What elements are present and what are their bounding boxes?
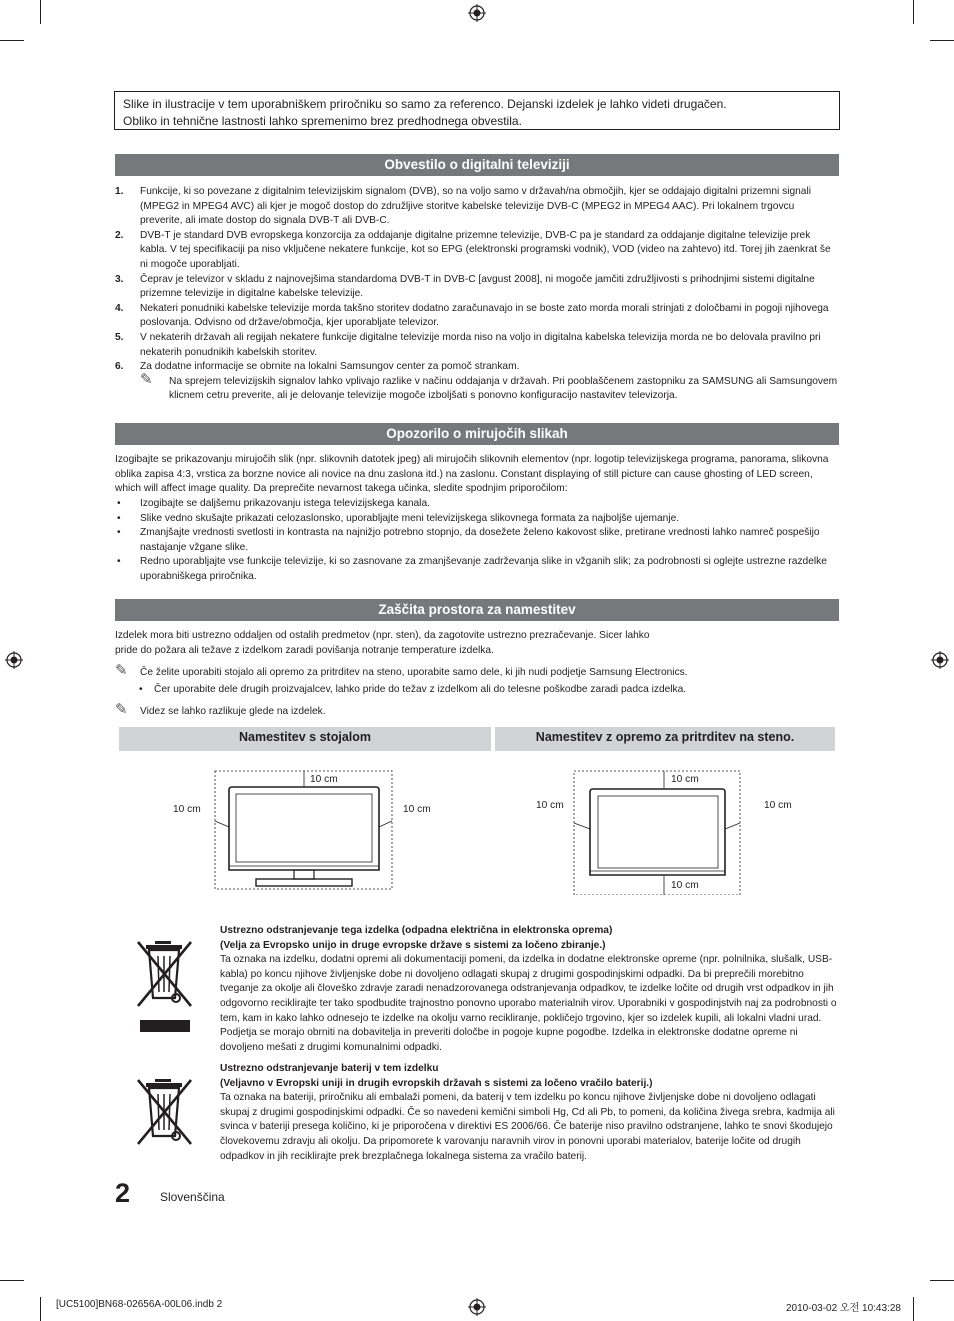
- crop-mark: [0, 40, 24, 41]
- registration-mark-icon: [468, 4, 486, 22]
- crop-mark: [930, 1280, 954, 1281]
- list-item: • Izogibajte se daljšemu prikazovanju istega televizijskega kanala.: [117, 498, 430, 509]
- distance-label-left: 10 cm: [173, 804, 201, 815]
- distance-label-bottom: 10 cm: [671, 880, 699, 891]
- installation-intro: Izdelek mora biti ustrezno oddaljen od ostalih predmetov (npr. sten), da zagotovite ustrezno prezračevanje. Sicer lahko pride do požara ali težave z izdelkom zaradi povišanja notranje temperature izdelka.: [115, 630, 650, 656]
- section-header-installation-space: Zaščita prostora za namestitev: [115, 599, 839, 621]
- crop-mark: [930, 40, 954, 41]
- notice-line: Slike in ilustracije v tem uporabniškem priročniku so samo za referenco. Dejanski izdelek je lahko videti drugačen.: [123, 97, 727, 111]
- memo-note: ✎ Na sprejem televizijskih signalov lahko vplivajo razlike v načinu oddajanja v državah. Pri pooblaščenem zastopniku za SAMSUNG ali Samsungovem klicnem cetru preverite, ali je delovanje televizije mogoče izboljšati s ponovno konfiguracijo nastavitev televizorja.: [140, 370, 838, 402]
- section-header-digital: Obvestilo o digitalni televiziji: [115, 154, 839, 176]
- language-label: Slovenščina: [160, 1190, 225, 1204]
- table-header-wall-mount: Namestitev z opremo za pritrditev na steno.: [495, 727, 835, 751]
- memo-icon: ✎: [115, 701, 128, 718]
- list-item: 1. Funkcije, ki so povezane z digitalnim televizijskim signalom (DVB), so na voljo samo v državah/na območjih, kjer se oddajajo digitalni prizemni signali (MPEG2 in MPEG4 AVC) ali kjer je mogoč dostop do združljive storitve kabelske televizije DVB-C (MPEG2 in MPEG4 AAC). Pri lokalnem trgovcu preverite, ali imate dostop do signala DVB-T ali DVB-C.: [115, 186, 811, 227]
- crop-mark: [913, 1297, 914, 1321]
- distance-label-left: 10 cm: [536, 800, 564, 811]
- file-slug: [UC5100]BN68-02656A-00L06.indb 2: [56, 1299, 223, 1310]
- list-item: • Zmanjšajte vrednosti svetlosti in kontrasta na najnižjo potrebno stopnjo, da dosežete želeno kakovost slike, pretirane vrednosti lahko namreč pospešijo nastajanje vžgane slike.: [117, 527, 820, 553]
- installation-memo-2: ✎ Videz se lahko razlikuje glede na izdelek.: [115, 701, 326, 718]
- distance-label-top: 10 cm: [310, 774, 338, 785]
- notice-box: [114, 91, 840, 130]
- still-image-bullets: [115, 497, 835, 585]
- battery-title: Ustrezno odstranjevanje baterij v tem izdelku: [220, 1063, 439, 1074]
- page-number: 2: [115, 1178, 131, 1208]
- weee-text: Ta oznaka na izdelku, dodatni opremi ali dokumentaciji pomeni, da izdelka in dodatne elektronske opreme (npr. polnilnika, slušalk, USB-kabla) po koncu njihove življenjske dobe ni dovoljeno odlagati skupaj z drugimi gospodinjskimi odpadki. Da bi preprečili morebitno tveganje za okolje ali človeško zdravje zaradi nenadzorovanega odstranjevanja odpadkov, te izdelke ločite od drugih vrst odpadkov in jih odgovorno reciklirajte ter tako spodbudite trajnostno ponovno uporabo materialnih virov. Uporabniki v gospodinjstvih naj za podrobnosti o tem, kam in kako lahko odnesejo te izdelke na okolju varno recikliranje, pokličejo trgovino, kjer so izdelek kupili, ali lokalni vladni urad. Podjetja se morajo obrniti na dobavitelja in preveriti določbe in pogoje kupne pogodbe. Izdelka in elektronske dodatne opreme ni dovoljeno mešati z drugimi komunalnimi odpadki.: [220, 954, 837, 1053]
- notice-line: Obliko in tehnične lastnosti lahko spremenimo brez predhodnega obvestila.: [123, 114, 522, 128]
- list-item: 2. DVB-T je standard DVB evropskega konzorcija za oddajanje digitalne prizemne televizije, DVB-C pa je standard za oddajanje digitalne televizije prek kabla. V tej specifikaciji pa niso vključene nekatere funkcije, kot so EPG (elektronski programski vodnik), VOD (video na zahtevo) itd. Torej jih zaenkrat še ni mogoče uporabljati.: [115, 229, 831, 270]
- crossed-bin-battery-icon: [135, 1076, 195, 1146]
- list-item: 4. Nekateri ponudniki kabelske televizije morda takšno storitev dodatno zaračunavajo in se boste zato morda morali strinjati z določbami in pogoji njihovega poslovanja. Odvisno od države/območja, kjer uporabljate televizor.: [115, 302, 829, 329]
- print-date: 2010-03-02 오전 10:43:28: [786, 1303, 901, 1314]
- distance-label-right: 10 cm: [764, 800, 792, 811]
- crop-mark: [40, 0, 41, 24]
- list-item: • Slike vedno skušajte prikazati celozaslonsko, uporabljajte meni televizijskega slikovnega formata za najboljše ujemanje.: [117, 512, 680, 524]
- distance-label-top: 10 cm: [671, 774, 699, 785]
- battery-block: [220, 1062, 840, 1164]
- crop-mark: [40, 1297, 41, 1321]
- weee-block: [220, 924, 840, 1055]
- registration-mark-icon: [468, 1298, 486, 1316]
- list-item: 5. V nekaterih državah ali regijah nekatere funkcije digitalne televizije morda niso na voljo in digitalna kabelska televizija morda ne bo delovala pravilno pri nekaterih ponudnikih kabelskih storitev.: [115, 331, 821, 358]
- stand-installation-diagram: [170, 765, 440, 895]
- section-header-still-image: Opozorilo o mirujočih slikah: [115, 423, 839, 445]
- memo-icon: ✎: [115, 662, 128, 679]
- wall-mount-installation-diagram: [540, 765, 800, 895]
- digital-list: [115, 185, 839, 404]
- crossed-bin-icon: [135, 938, 195, 1034]
- list-item: 6. Za dodatne informacije se obrnite na lokalni Samsungov center za pomoč strankam.: [115, 361, 520, 373]
- list-item: • Redno uporabljajte vse funkcije televizije, ki so zasnovane za zmanjševanje zadrževanja slike in vžganih slik; za podrobnosti si oglejte ustrezne razdelke uporabniškega priročnika.: [117, 556, 827, 582]
- installation-memo: ✎ Če želite uporabiti stojalo ali opremo za pritrditev na steno, uporabite samo dele, ki jih nudi podjetje Samsung Electronics.: [115, 662, 688, 679]
- battery-subtitle: (Veljavno v Evropski uniji in drugih evropskih državah s sistemi za ločeno vračilo baterij.): [220, 1077, 653, 1089]
- installation-bullet: • Čer uporabite dele drugih proizvajalcev, lahko pride do težav z izdelkom ali do telesne poškodbe zaradi padca izdelka.: [139, 684, 687, 695]
- battery-text: Ta oznaka na bateriji, priročniku ali embalaži pomeni, da baterij v tem izdelku po koncu njihove življenjske dobe ni dovoljeno odlagati skupaj z drugimi gospodinjskimi odpadki. Če so navedeni kemični simboli Hg, Cd ali Pb, to pomeni, da količina živega srebra, kadmija ali svinca v bateriji presega količino, ki je priporočena v direktivi ES 2006/66. Če baterije niso pravilno odstranjene, lahko te snovi škodujejo človekovemu zdravju ali okolju. Da pripomorete k varovanju naravnih virov in ponovni uporabi materialov, baterije ločite od drugih odpadkov in jih reciklirajte prek brezplačnega lokalnega sistema za vračilo baterij.: [220, 1092, 835, 1162]
- crop-mark: [0, 1280, 24, 1281]
- still-image-intro: Izogibajte se prikazovanju mirujočih slik (npr. slikovnih datotek jpeg) ali mirujočih slikovnih elementov (npr. logotip televizijskega programa, panorama, slikovna oblika zapisa 4:3, vrstica za borzne novice ali novice na dnu zaslona itd.) na zaslonu. Constant displaying of still picture can cause ghosting of LED screen, which will affect image quality. Da preprečite nevarnost takega učinka, sledite spodnjim priporočilom:: [115, 454, 829, 495]
- crop-mark: [913, 0, 914, 24]
- registration-mark-icon: [5, 651, 23, 669]
- registration-mark-icon: [931, 651, 949, 669]
- table-header-stand: Namestitev s stojalom: [119, 727, 491, 751]
- weee-subtitle: (Velja za Evropsko unijo in druge evropske države s sistemi za ločeno zbiranje.): [220, 939, 606, 951]
- memo-icon: ✎: [140, 370, 153, 388]
- distance-label-right: 10 cm: [403, 804, 431, 815]
- list-item: 3. Čeprav je televizor v skladu z najnovejšima standardoma DVB-T in DVB-C [avgust 2008], ni mogoče jamčiti združljivosti s prihodnjimi sistemi digitalne prizemne televizije in digitalne kabelske televizije.: [115, 273, 815, 300]
- weee-title: Ustrezno odstranjevanje tega izdelka (odpadna električna in elektronska oprema): [220, 925, 613, 936]
